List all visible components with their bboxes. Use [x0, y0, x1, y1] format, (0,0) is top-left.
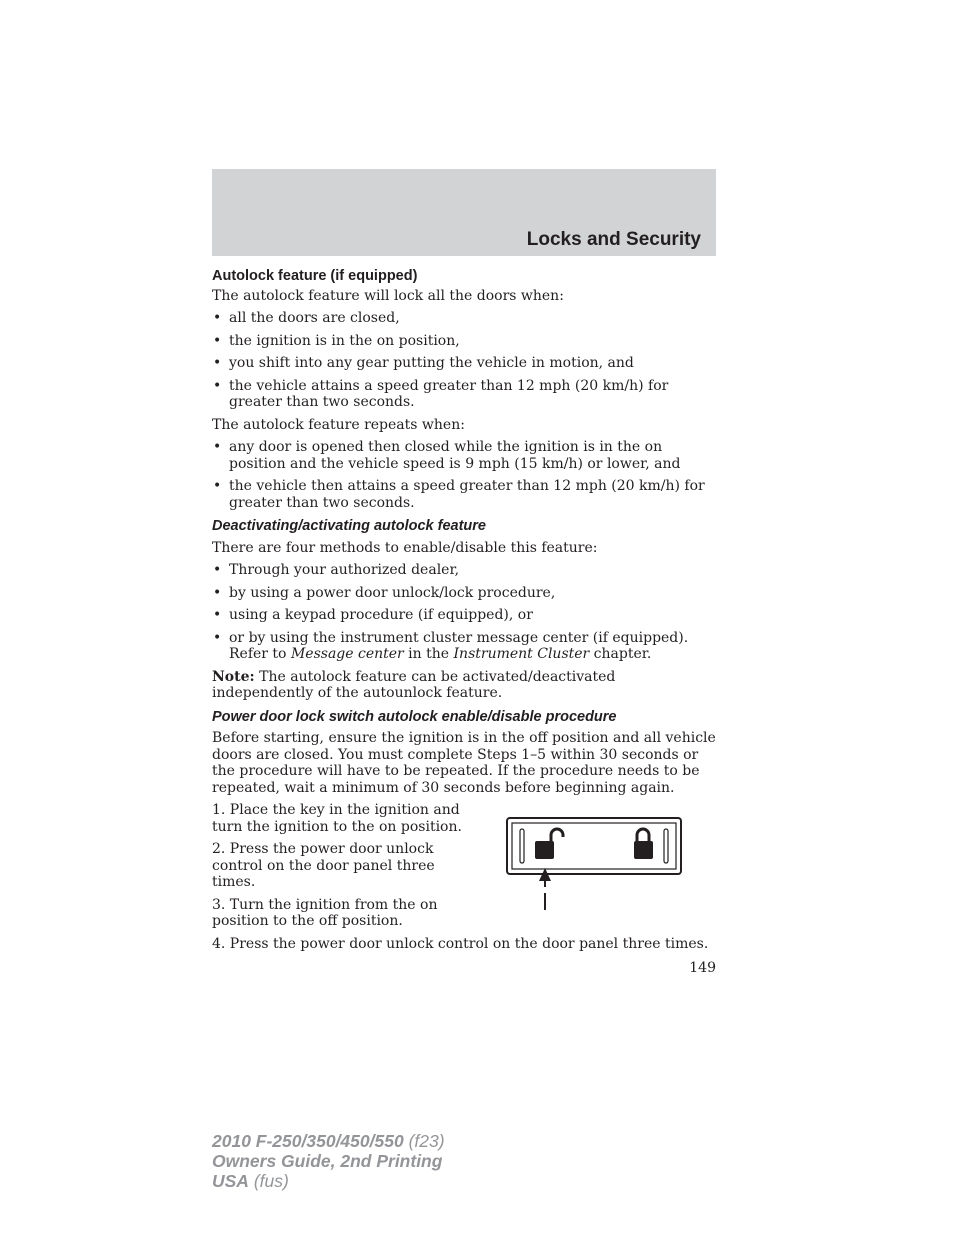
footer-line-1 [212, 1131, 445, 1151]
list-item: • you shift into any gear putting the vehicle in motion, and [212, 355, 716, 372]
method-text: in the [403, 646, 454, 662]
footer-market: USA [212, 1171, 249, 1191]
step-1: 1. Place the key in the ignition and turn the ignition to the on position. [212, 802, 462, 835]
procedure-intro: Before starting, ensure the ignition is in the off position and all vehicle doors are closed. You must complete Steps 1–5 within 30 seconds or the procedure will have to be repeated. If the procedure needs to be repeated, wait a minimum of 30 seconds before beginning again. [212, 730, 716, 796]
heading-deactivating: Deactivating/activating autolock feature [212, 518, 486, 534]
methods-intro: There are four methods to enable/disable this feature: [212, 539, 598, 556]
page-number: 149 [689, 960, 716, 976]
note-text: The autolock feature can be activated/deactivated independently of the autounlock feature. [212, 668, 616, 701]
section-header-band [212, 169, 716, 256]
autolock-intro: The autolock feature will lock all the doors when: [212, 287, 564, 304]
list-item: • using a keypad procedure (if equipped), or [212, 607, 716, 624]
section-title: Locks and Security [526, 229, 701, 250]
footer-line-2: Owners Guide, 2nd Printing [212, 1151, 443, 1171]
list-item: • all the doors are closed, [212, 310, 716, 327]
footer-market-code: (fus) [248, 1171, 289, 1191]
list-item: • any door is opened then closed while the ignition is in the on position and the vehicle speed is 9 mph (15 km/h) or lower, and [212, 439, 716, 472]
step-3: 3. Turn the ignition from the on position to the off position. [212, 896, 438, 929]
method-text: chapter. [589, 646, 652, 662]
xref-message-center: Message center [290, 646, 404, 662]
autolock-repeat-intro: The autolock feature repeats when: [212, 416, 465, 433]
document-footer [212, 1131, 445, 1191]
step-2: 2. Press the power door unlock control on the door panel three times. [212, 841, 435, 890]
list-item: • the vehicle then attains a speed greater than 12 mph (20 km/h) for greater than two seconds. [212, 478, 716, 511]
autolock-conditions-list [212, 310, 716, 411]
footer-model-code: (f23) [403, 1131, 445, 1151]
xref-instrument-cluster: Instrument Cluster [453, 646, 590, 662]
note-label: Note: [212, 668, 255, 685]
heading-procedure: Power door lock switch autolock enable/disable procedure [212, 708, 617, 725]
step-4: 4. Press the power door unlock control on the door panel three times. [212, 935, 709, 952]
power-lock-switch-figure [505, 817, 683, 913]
list-item: • the ignition is in the on position, [212, 333, 716, 350]
steps-column [212, 802, 462, 930]
method-text: or by using the instrument cluster message center (if equipped). Refer to [229, 629, 689, 662]
list-item: • the vehicle attains a speed greater than 12 mph (20 km/h) for greater than two seconds. [212, 378, 716, 411]
heading-autolock: Autolock feature (if equipped) [212, 268, 418, 284]
autolock-repeat-list [212, 439, 716, 511]
methods-list [212, 562, 716, 663]
list-item [212, 630, 716, 663]
footer-model: 2010 F-250/350/450/550 [212, 1131, 404, 1151]
list-item: • Through your authorized dealer, [212, 562, 716, 579]
list-item: • by using a power door unlock/lock procedure, [212, 585, 716, 602]
note [212, 669, 716, 702]
footer-line-3 [212, 1171, 445, 1191]
